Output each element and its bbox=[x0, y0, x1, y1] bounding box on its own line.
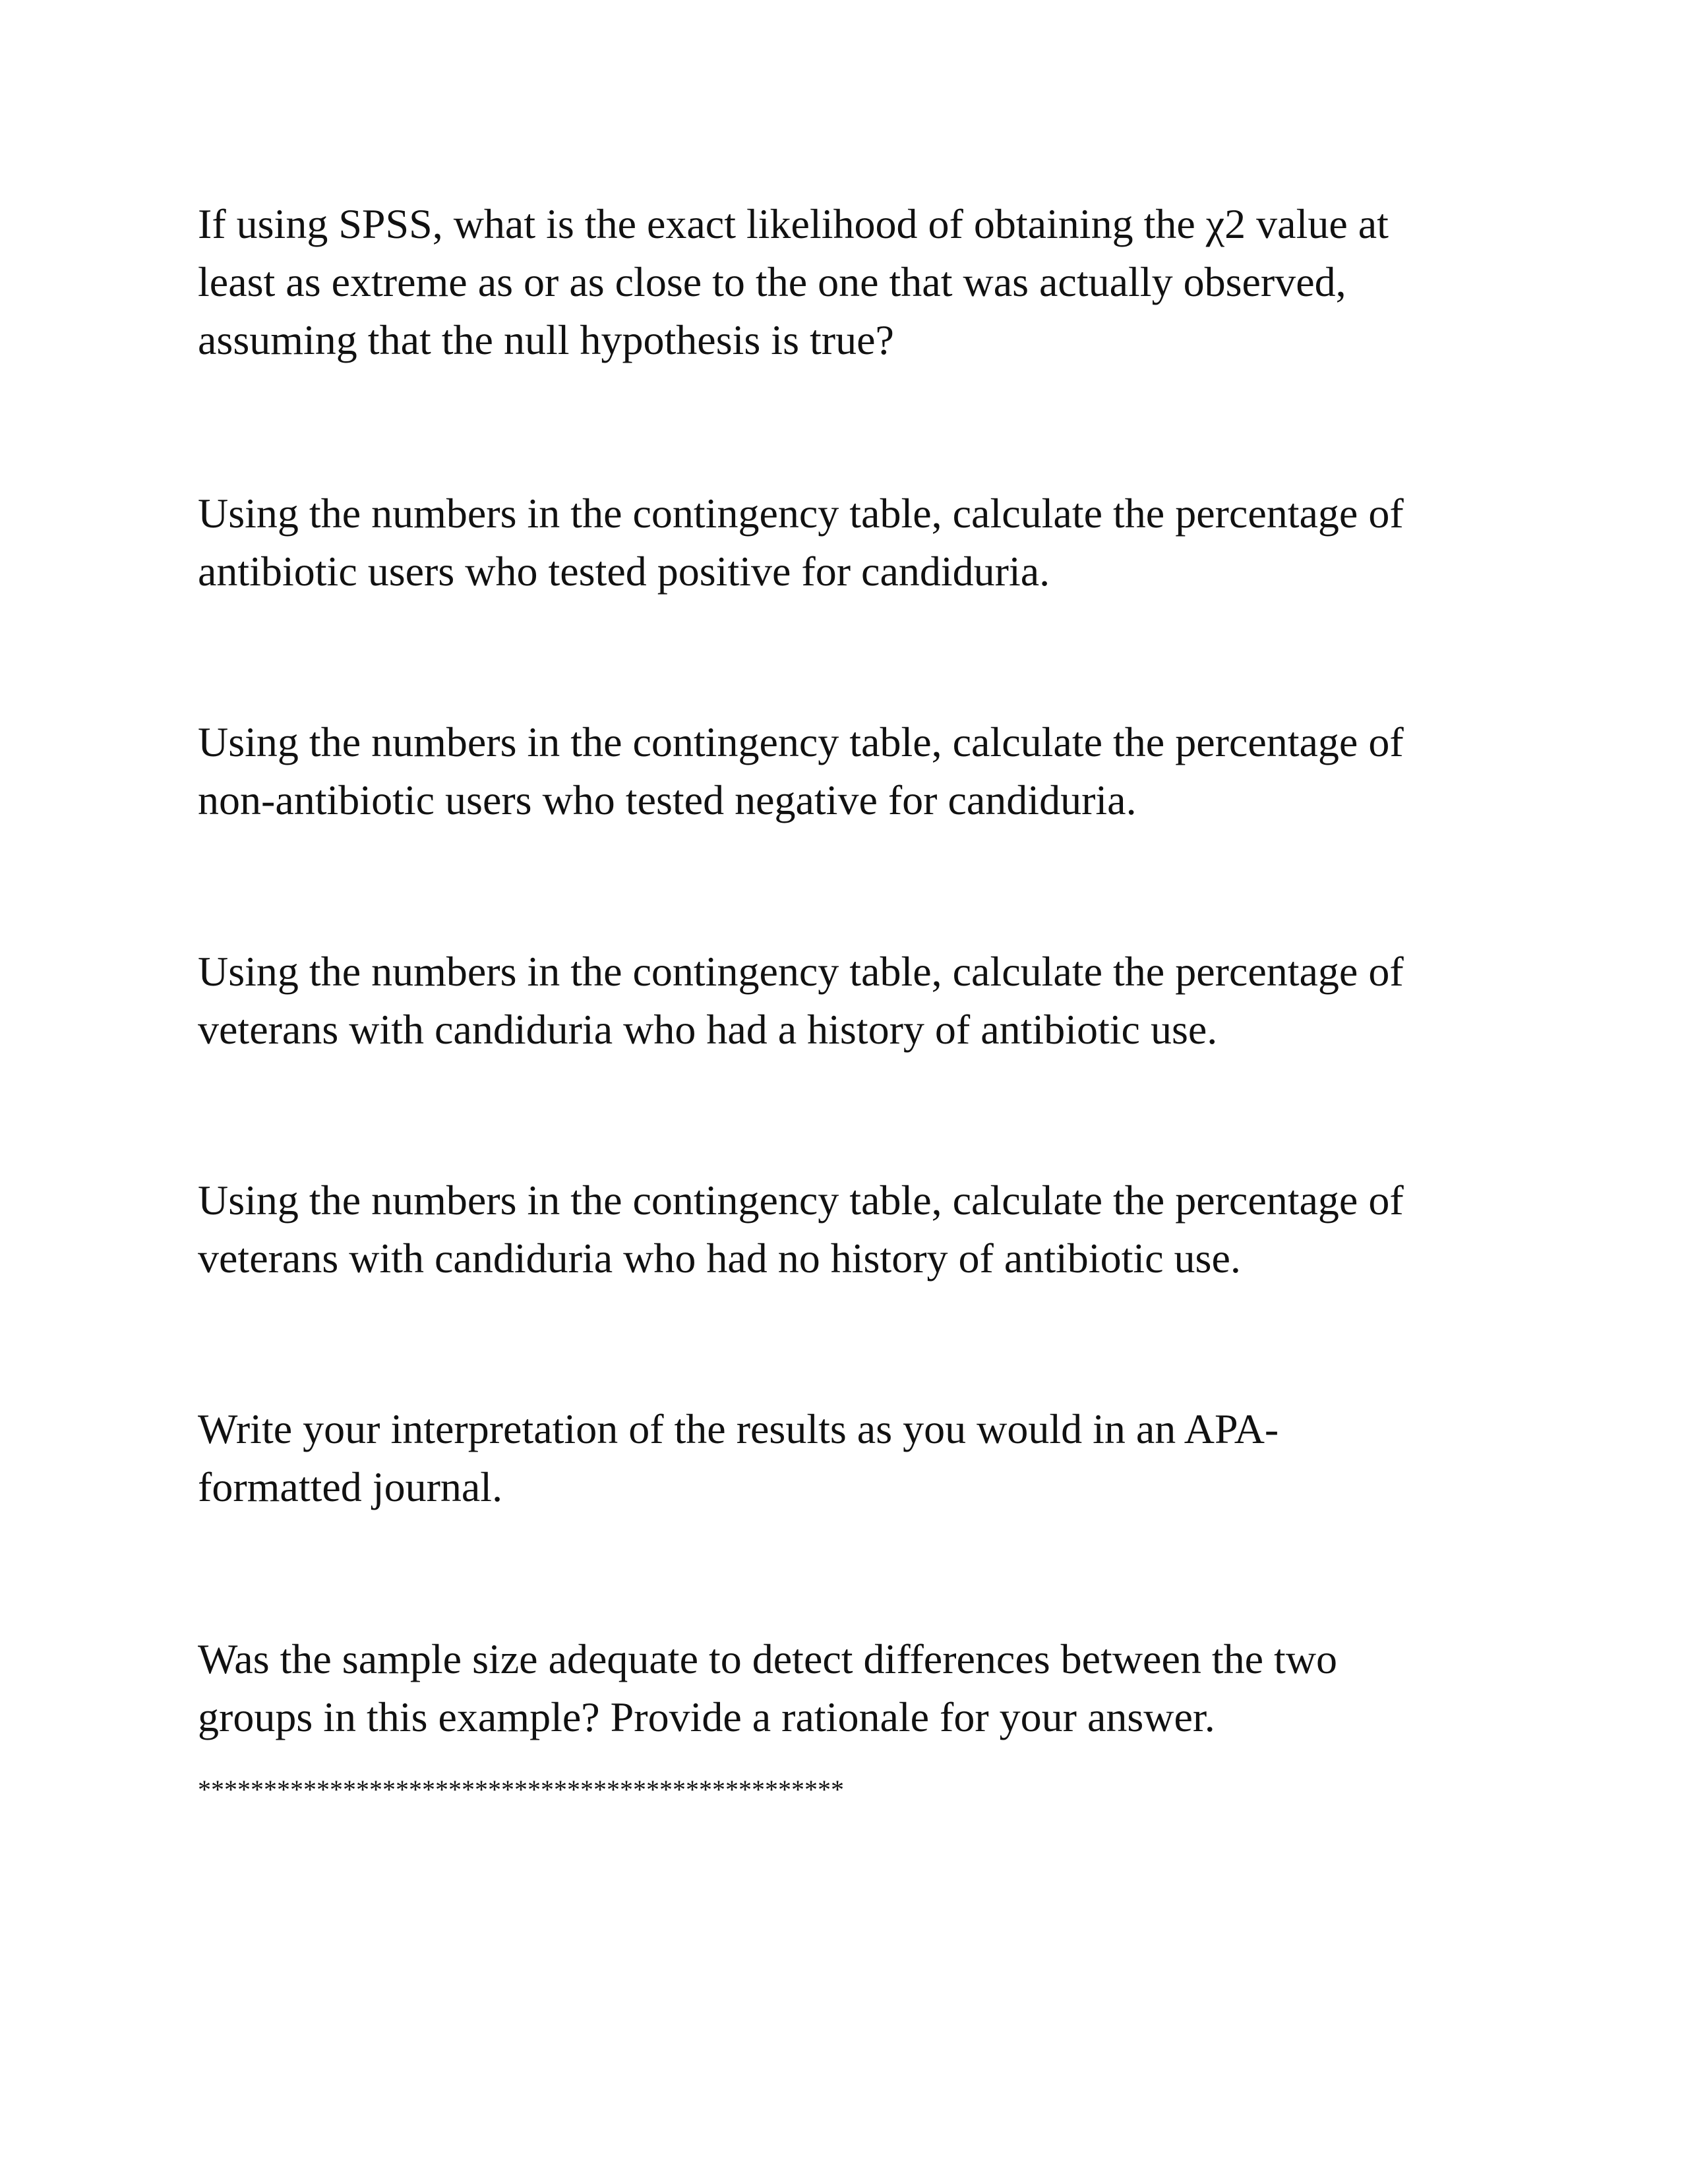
question-apa-interpretation bbox=[198, 1400, 1517, 1516]
question-line: Using the numbers in the contingency table, calculate the percentage of bbox=[198, 719, 1404, 765]
question-candiduria-with-antibiotic-history bbox=[198, 943, 1517, 1059]
question-line: Using the numbers in the contingency table, calculate the percentage of bbox=[198, 948, 1404, 995]
question-line: veterans with candiduria who had a history of antibiotic use. bbox=[198, 1006, 1218, 1053]
question-line: formatted journal. bbox=[198, 1463, 503, 1510]
question-line: assuming that the null hypothesis is true? bbox=[198, 316, 894, 363]
asterisk-separator: ************************************************* bbox=[198, 1775, 844, 1804]
question-line: veterans with candiduria who had no history of antibiotic use. bbox=[198, 1235, 1241, 1282]
question-sample-size-adequacy bbox=[198, 1630, 1517, 1746]
question-line: Using the numbers in the contingency table, calculate the percentage of bbox=[198, 1177, 1404, 1224]
question-line: least as extreme as or as close to the one that was actually observed, bbox=[198, 258, 1346, 305]
question-line: Using the numbers in the contingency table, calculate the percentage of bbox=[198, 490, 1404, 537]
question-line: antibiotic users who tested positive for candiduria. bbox=[198, 548, 1050, 595]
question-chi-square-likelihood bbox=[198, 195, 1517, 369]
question-line: If using SPSS, what is the exact likelihood of obtaining the χ2 value at bbox=[198, 200, 1389, 247]
question-candiduria-no-antibiotic-history bbox=[198, 1171, 1517, 1287]
question-line: Write your interpretation of the results as you would in an APA- bbox=[198, 1405, 1279, 1452]
question-line: groups in this example? Provide a rationale for your answer. bbox=[198, 1694, 1215, 1740]
question-line: non-antibiotic users who tested negative for candiduria. bbox=[198, 777, 1137, 823]
question-non-antibiotic-users-negative bbox=[198, 713, 1517, 829]
question-antibiotic-users-positive bbox=[198, 485, 1517, 601]
question-line: Was the sample size adequate to detect differences between the two bbox=[198, 1636, 1338, 1682]
